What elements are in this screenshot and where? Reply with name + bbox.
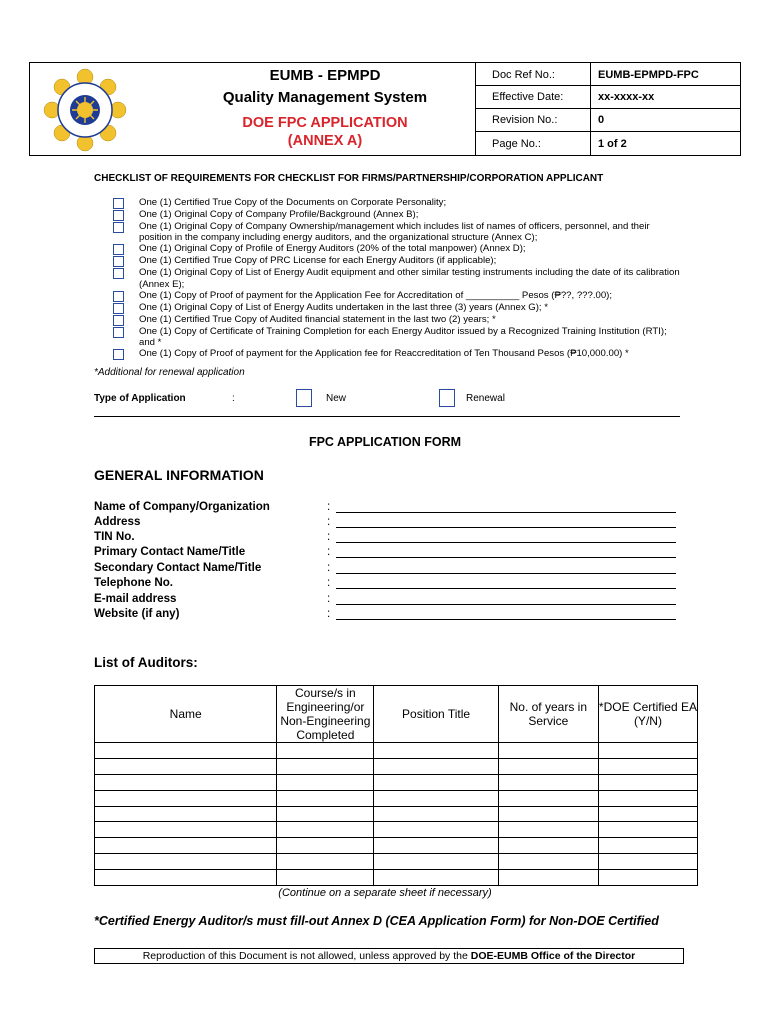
- field-label-primary-contact: Primary Contact Name/Title: [94, 545, 246, 558]
- checklist-item: One (1) Certified True Copy of Audited financial statement in the last two (2) years; *: [113, 314, 683, 326]
- table-row[interactable]: [95, 806, 698, 822]
- renewal-note: *Additional for renewal application: [94, 367, 245, 378]
- checklist-item: One (1) Original Copy of Company Ownership/management which includes list of names of officers, personnel, and their position in the company including energy auditors, and the organizational structure (Annex C);: [113, 221, 683, 243]
- document-header: [29, 62, 741, 156]
- column-header-name: Name: [95, 686, 277, 743]
- doc-title: DOE FPC APPLICATION: [242, 115, 408, 131]
- checkbox[interactable]: [113, 349, 124, 360]
- field-label-tin: TIN No.: [94, 530, 135, 543]
- effective-date-label: Effective Date:: [492, 91, 564, 103]
- table-row[interactable]: [95, 758, 698, 774]
- checklist-title: CHECKLIST OF REQUIREMENTS FOR CHECKLIST FOR FIRMS/PARTNERSHIP/CORPORATION APPLICANT: [94, 173, 604, 184]
- column-header-years: No. of years in Service: [498, 686, 598, 743]
- application-type-label: Type of Application: [94, 393, 186, 404]
- footer-bold: DOE-EUMB Office of the Director: [470, 950, 636, 962]
- field-label-address: Address: [94, 515, 141, 528]
- checkbox[interactable]: [113, 315, 124, 326]
- page-no-value: 1 of 2: [598, 138, 627, 150]
- new-option-label: New: [326, 393, 347, 404]
- system-title: Quality Management System: [222, 89, 428, 106]
- auditors-table: [94, 685, 698, 886]
- doc-ref-label: Doc Ref No.:: [492, 69, 555, 81]
- column-header-certified: *DOE Certified EA (Y/N): [598, 686, 697, 743]
- form-title: FPC APPLICATION FORM: [308, 435, 462, 449]
- table-row[interactable]: [95, 774, 698, 790]
- secondary-contact-input-line[interactable]: :: [327, 561, 676, 574]
- checkbox[interactable]: [113, 198, 124, 209]
- renewal-option-label: Renewal: [466, 393, 505, 404]
- footer-notice: [94, 948, 684, 964]
- cea-note: *Certified Energy Auditor/s must fill-out Annex D (CEA Application Form) for Non-DOE Certified: [94, 914, 659, 928]
- checkbox[interactable]: [113, 210, 124, 221]
- auditors-title: List of Auditors:: [94, 655, 198, 670]
- column-header-course: Course/s in Engineering/or Non-Engineering Completed: [277, 686, 374, 743]
- table-header-row: [95, 686, 698, 743]
- checklist: [113, 197, 683, 360]
- annex-title: (ANNEX A): [287, 133, 363, 149]
- website-input-line[interactable]: :: [327, 607, 676, 620]
- effective-date-value: xx-xxxx-xx: [598, 91, 655, 103]
- checkbox[interactable]: [113, 244, 124, 255]
- checkbox[interactable]: [113, 291, 124, 302]
- checklist-item: One (1) Original Copy of List of Energy Audits undertaken in the last three (3) years (Annex G); *: [113, 302, 683, 314]
- table-row[interactable]: [95, 822, 698, 838]
- revision-label: Revision No.:: [492, 114, 558, 126]
- table-row[interactable]: [95, 854, 698, 870]
- address-input-line[interactable]: :: [327, 515, 676, 528]
- application-type-colon: :: [232, 393, 235, 404]
- table-row[interactable]: [95, 743, 698, 759]
- checklist-item: One (1) Original Copy of List of Energy Audit equipment and other similar testing instruments including the date of its calibration (Annex E);: [113, 267, 683, 289]
- column-header-position: Position Title: [374, 686, 498, 743]
- field-label-company: Name of Company/Organization: [94, 500, 270, 513]
- revision-value: 0: [598, 114, 605, 126]
- new-checkbox[interactable]: [296, 389, 312, 407]
- general-info-title: GENERAL INFORMATION: [94, 467, 264, 483]
- checklist-item: One (1) Copy of Proof of payment for the Application fee for Reaccreditation of Ten Thousand Pesos (₱10,000.00) *: [113, 348, 683, 360]
- primary-contact-input-line[interactable]: :: [327, 545, 676, 558]
- table-row[interactable]: [95, 838, 698, 854]
- field-label-email: E-mail address: [94, 592, 177, 605]
- doc-ref-value: EUMB-EPMPD-FPC: [598, 69, 699, 81]
- checklist-item: One (1) Copy of Proof of payment for the Application Fee for Accreditation of __________ Pesos (₱??, ???.00);: [113, 290, 683, 302]
- checklist-item: One (1) Certified True Copy of the Documents on Corporate Personality;: [113, 197, 683, 209]
- checkbox[interactable]: [113, 268, 124, 279]
- checklist-item: One (1) Original Copy of Company Profile/Background (Annex B);: [113, 209, 683, 221]
- checklist-item: One (1) Copy of Certificate of Training Completion for each Energy Auditor issued by a Recognized Training Institution (RTI); and *: [113, 326, 683, 348]
- table-row[interactable]: [95, 870, 698, 886]
- renewal-checkbox[interactable]: [439, 389, 455, 407]
- doe-seal-logo: [42, 67, 128, 153]
- table-row[interactable]: [95, 790, 698, 806]
- tin-input-line[interactable]: :: [327, 530, 676, 543]
- divider: [94, 416, 680, 417]
- checkbox[interactable]: [113, 303, 124, 314]
- field-label-secondary-contact: Secondary Contact Name/Title: [94, 561, 262, 574]
- checklist-item: One (1) Certified True Copy of PRC License for each Energy Auditors (if applicable);: [113, 255, 683, 267]
- org-title: EUMB - EPMPD: [269, 67, 381, 84]
- checkbox[interactable]: [113, 256, 124, 267]
- field-label-telephone: Telephone No.: [94, 576, 174, 589]
- checklist-item: One (1) Original Copy of Profile of Energy Auditors (20% of the total manpower) (Annex D);: [113, 243, 683, 255]
- page-no-label: Page No.:: [492, 138, 541, 150]
- field-label-website: Website (if any): [94, 607, 180, 620]
- telephone-input-line[interactable]: :: [327, 576, 676, 589]
- checkbox[interactable]: [113, 327, 124, 338]
- company-input-line[interactable]: :: [327, 500, 676, 513]
- continue-note: (Continue on a separate sheet if necessary): [278, 887, 492, 899]
- footer-text: Reproduction of this Document is not allowed, unless approved by the: [142, 950, 468, 962]
- checkbox[interactable]: [113, 222, 124, 233]
- email-input-line[interactable]: :: [327, 592, 676, 605]
